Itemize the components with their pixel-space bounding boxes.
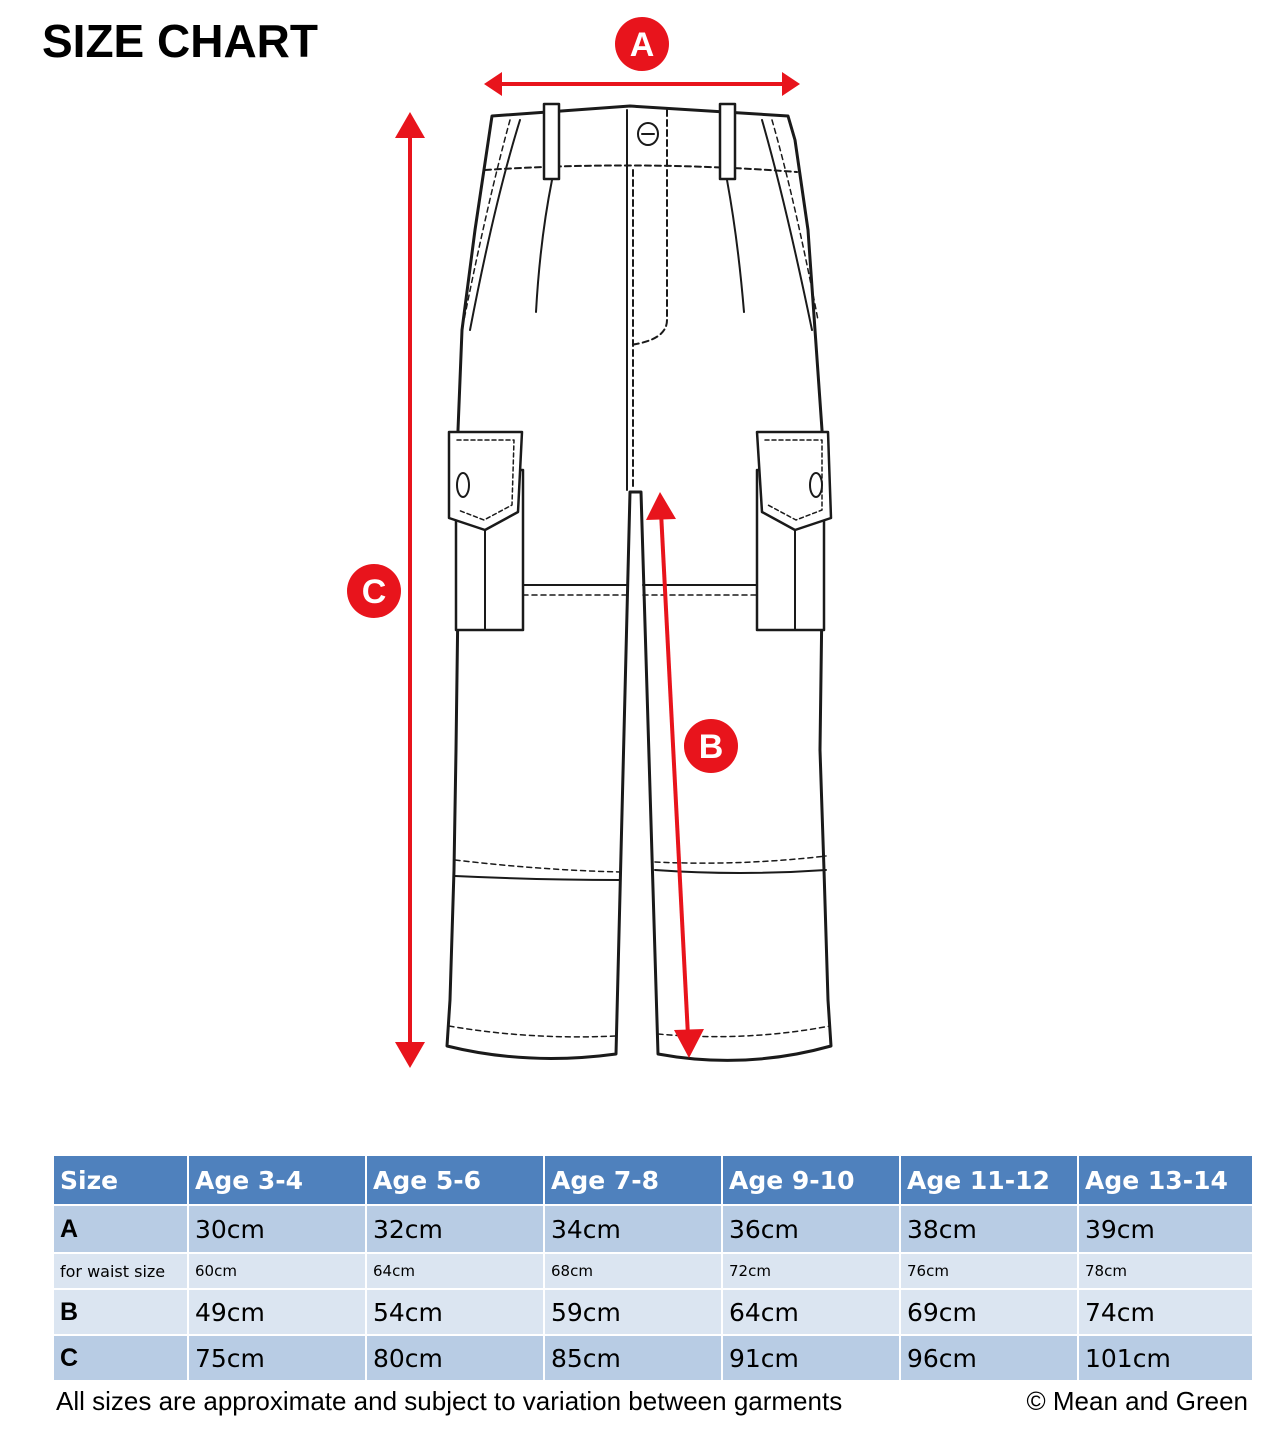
table-row-b: [54, 1289, 1253, 1335]
row-label: for waist size: [54, 1253, 188, 1289]
table-cell: 72cm: [722, 1253, 900, 1289]
badge-c-label: C: [361, 573, 387, 611]
table-cell: 68cm: [544, 1253, 722, 1289]
table-cell: 38cm: [900, 1205, 1078, 1253]
table-cell: 85cm: [544, 1335, 722, 1381]
table-cell: 64cm: [722, 1289, 900, 1335]
table-row-a: [54, 1205, 1253, 1253]
table-cell: 54cm: [366, 1289, 544, 1335]
size-table: [54, 1156, 1254, 1382]
table-cell: 74cm: [1078, 1289, 1253, 1335]
table-row-c: [54, 1335, 1253, 1381]
table-cell: 78cm: [1078, 1253, 1253, 1289]
badge-a: [615, 17, 669, 71]
table-cell: 39cm: [1078, 1205, 1253, 1253]
table-cell: 59cm: [544, 1289, 722, 1335]
row-label: B: [54, 1289, 188, 1335]
header-size: Size: [54, 1156, 188, 1205]
header-age-3-4: Age 3-4: [188, 1156, 366, 1205]
row-label: A: [54, 1205, 188, 1253]
footer-copyright: © Mean and Green: [1026, 1386, 1248, 1416]
table-cell: 32cm: [366, 1205, 544, 1253]
table-cell: 36cm: [722, 1205, 900, 1253]
row-label: C: [54, 1335, 188, 1381]
table-header-row: [54, 1156, 1253, 1205]
table-cell: 69cm: [900, 1289, 1078, 1335]
table-cell: 96cm: [900, 1335, 1078, 1381]
table-cell: 80cm: [366, 1335, 544, 1381]
header-age-13-14: Age 13-14: [1078, 1156, 1253, 1205]
badge-b-label: B: [698, 728, 724, 766]
table-cell: 64cm: [366, 1253, 544, 1289]
footer-note: All sizes are approximate and subject to variation between garments: [56, 1386, 843, 1416]
table-cell: 60cm: [188, 1253, 366, 1289]
table-cell: 91cm: [722, 1335, 900, 1381]
table-cell: 30cm: [188, 1205, 366, 1253]
header-age-9-10: Age 9-10: [722, 1156, 900, 1205]
header-age-11-12: Age 11-12: [900, 1156, 1078, 1205]
badge-b: [684, 719, 738, 773]
table-cell: 101cm: [1078, 1335, 1253, 1381]
header-age-5-6: Age 5-6: [366, 1156, 544, 1205]
table-cell: 75cm: [188, 1335, 366, 1381]
arrow-a: [484, 72, 800, 96]
page-title: SIZE CHART: [42, 15, 318, 67]
badge-c: [347, 564, 401, 618]
badge-a-label: A: [629, 26, 655, 64]
table-cell: 76cm: [900, 1253, 1078, 1289]
table-cell: 49cm: [188, 1289, 366, 1335]
header-age-7-8: Age 7-8: [544, 1156, 722, 1205]
trousers-illustration: [447, 104, 831, 1060]
table-cell: 34cm: [544, 1205, 722, 1253]
table-row-waist: [54, 1253, 1253, 1289]
